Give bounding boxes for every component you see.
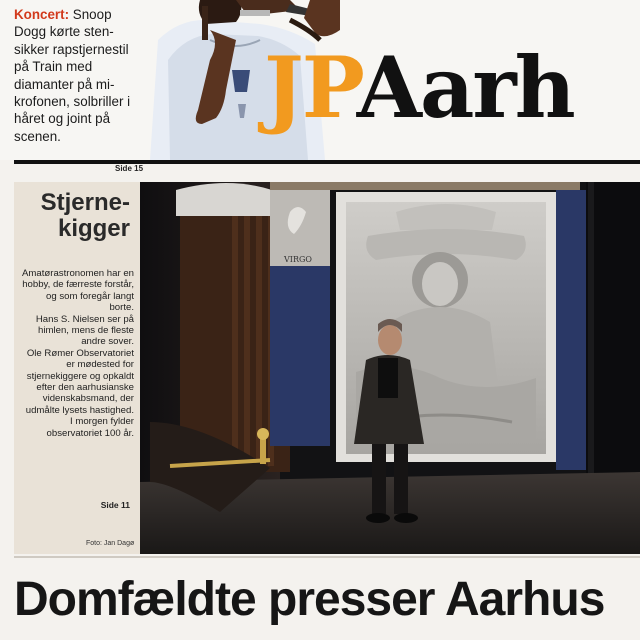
- photo-credit: Foto: Jan Dagø: [86, 540, 135, 547]
- feature-title-line1: Stjerne-: [40, 189, 130, 216]
- teaser-page-ref: Side 15: [115, 164, 144, 173]
- feature-title-line2: kigger: [57, 215, 130, 242]
- lead-headline[interactable]: Domfældte presser Aarhus: [14, 573, 605, 626]
- concert-teaser[interactable]: [14, 6, 140, 145]
- feature-paragraph: Hans S. Nielsen ser på himlen, mens de fleste andre sover.: [35, 313, 134, 348]
- masthead-rule: [14, 160, 640, 164]
- feature-paragraph: Amatørastronomen har en hobby, de færreste forstår, og som foregår langt borte.: [22, 268, 134, 314]
- feature-paragraph: I morgen fylder observatoriet 100 år.: [46, 416, 134, 439]
- feature-title: [41, 190, 130, 242]
- masthead-jp: JP: [264, 38, 357, 137]
- feature-paragraph: Ole Rømer Observatoriet er mødested for stjernekiggere og opkaldt efter den aarhusianske videnskabsmand, der udmålte lysets hastighed.: [25, 347, 134, 416]
- virgo-label: VIRGO: [284, 255, 312, 264]
- teaser-text: Snoop Dogg kørte stensikker rapstjernestil på Train med diamanter på mikrofonen, solbriller i håret og joint på scenen.: [14, 7, 131, 144]
- feature-sidebar[interactable]: [14, 182, 140, 554]
- teaser-kicker: Koncert:: [14, 7, 70, 22]
- masthead-city: Aarh: [356, 38, 574, 137]
- feature-body: [20, 268, 134, 439]
- newspaper-masthead[interactable]: [264, 38, 574, 137]
- headline-divider: [14, 556, 640, 558]
- observatory-photo[interactable]: [140, 182, 640, 554]
- feature-page-ref: Side 11: [100, 500, 130, 510]
